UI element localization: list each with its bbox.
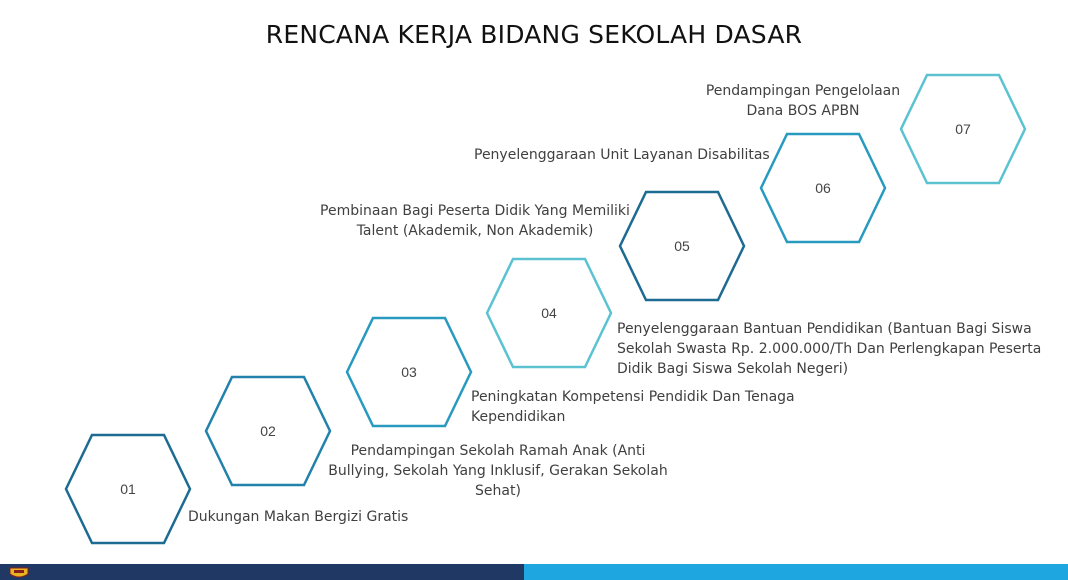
step-03-number: 03 (401, 364, 417, 380)
step-02-hexagon (205, 376, 331, 486)
step-03-label: Peningkatan Kompetensi Pendidik Dan Tenaga Kependidikan (471, 389, 795, 425)
step-06-label: Penyelenggaraan Unit Layanan Disabilitas (474, 147, 770, 163)
step-02-label: Pendampingan Sekolah Ramah Anak (Anti Bullying, Sekolah Yang Inklusif, Gerakan Sekolah Sehat) (328, 443, 668, 499)
page-title: RENCANA KERJA BIDANG SEKOLAH DASAR (265, 20, 803, 49)
step-01-hexagon (65, 434, 191, 544)
step-07-hexagon (900, 74, 1026, 184)
step-07-label: Pendampingan Pengelolaan Dana BOS APBN (705, 83, 901, 119)
step-02-number: 02 (260, 423, 276, 439)
step-04-label: Pembinaan Bagi Peserta Didik Yang Memiliki Talent (Akademik, Non Akademik) (320, 203, 630, 239)
step-04-number: 04 (541, 305, 557, 321)
emblem-icon (8, 567, 30, 580)
step-05-number: 05 (674, 238, 690, 254)
footer-bar-right (524, 564, 1068, 580)
step-06-hexagon (760, 133, 886, 243)
step-01-label: Dukungan Makan Bergizi Gratis (188, 509, 409, 525)
step-07-number: 07 (955, 121, 971, 137)
step-06-number: 06 (815, 180, 831, 196)
footer-bar-left (0, 564, 524, 580)
step-05-hexagon (619, 191, 745, 301)
step-01-number: 01 (120, 481, 136, 497)
step-04-hexagon (486, 258, 612, 368)
step-03-hexagon (346, 317, 472, 427)
step-05-label: Penyelenggaraan Bantuan Pendidikan (Bantuan Bagi Siswa Sekolah Swasta Rp. 2.000.000/Th Dan Perlengkapan Peserta Didik Bagi Siswa Sekolah Negeri) (617, 321, 1042, 377)
